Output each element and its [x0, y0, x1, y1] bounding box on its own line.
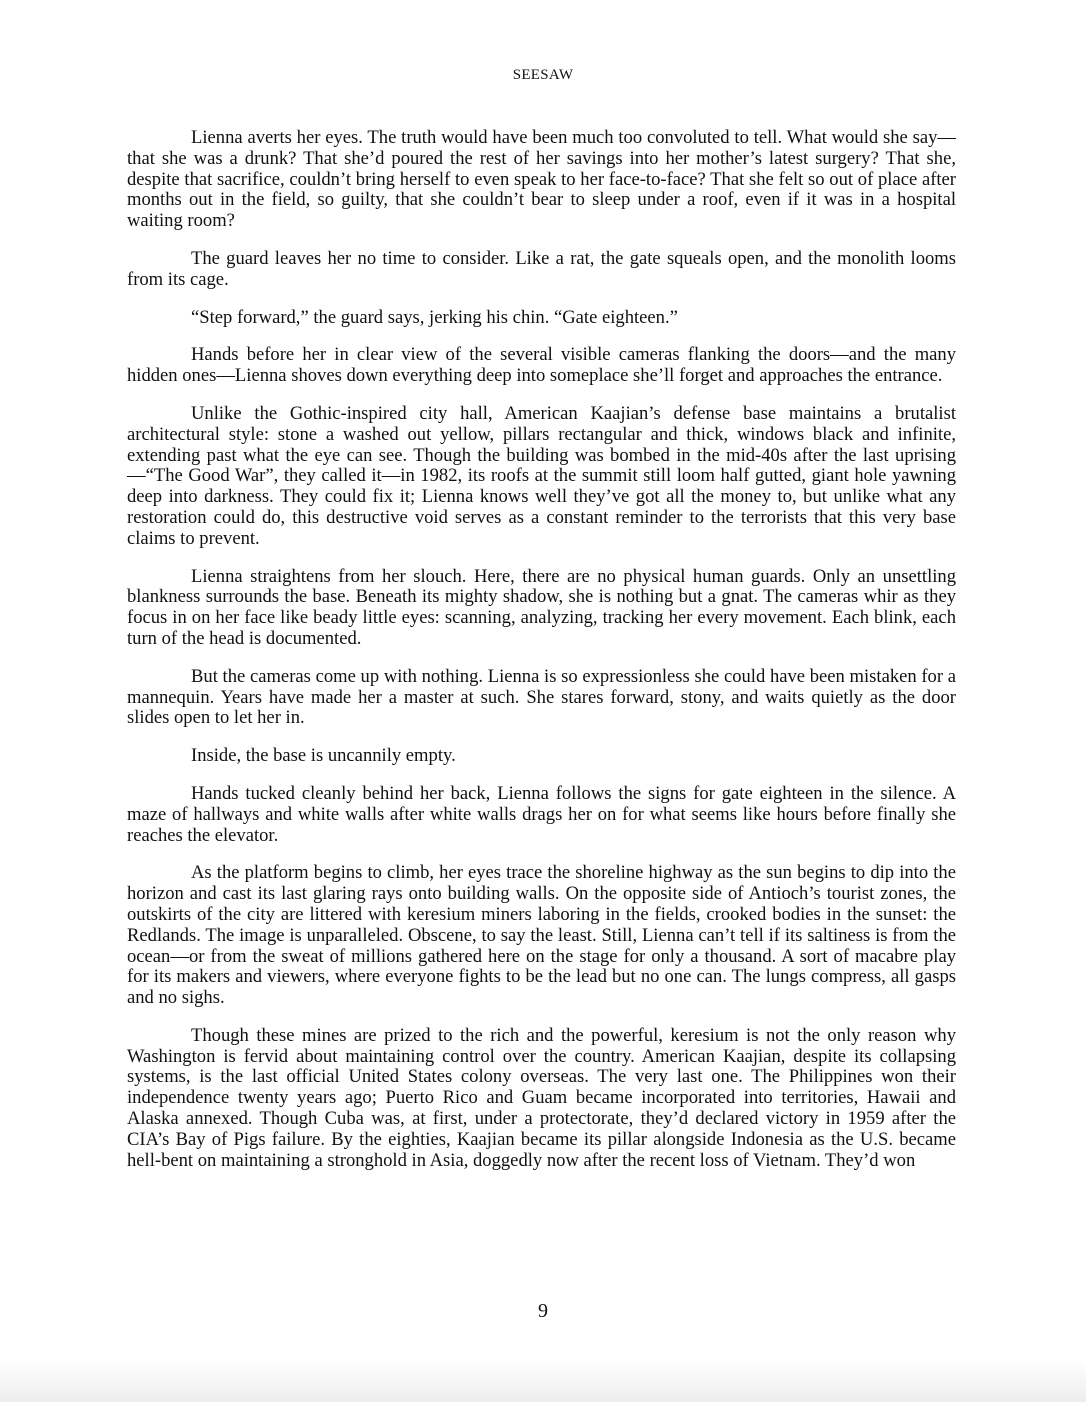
paragraph: The guard leaves her no time to consider. Like a rat, the gate squeals open, and the monolith looms from its cage.: [127, 247, 956, 290]
paragraph: Unlike the Gothic-inspired city hall, American Kaajian’s defense base maintains a brutalist architectural style: stone a washed out yellow, pillars rectangular and thick, windows black and infinite, extending past what the eye can see. Though the building was bombed in the mid-40s after the last uprising—“The Good War”, they called it—in 1982, its roofs at the summit still loom half gutted, giant hole yawning deep into darkness. They could fix it; Lienna knows well they’ve got all the money to, but unlike what any restoration could do, this destructive void serves as a constant reminder to the terrorists that this very base claims to prevent.: [127, 402, 956, 549]
body-text: [127, 128, 956, 1188]
paragraph: As the platform begins to climb, her eyes trace the shoreline highway as the sun begins to dip into the horizon and cast its last glaring rays onto building walls. On the opposite side of Antioch’s tourist zones, the outskirts of the city are littered with keresium miners laboring in the fields, crooked bodies in the sunset: the Redlands. The image is unparalleled. Obscene, to say the least. Still, Lienna can’t tell if its saltiness is from the ocean—or from the sweat of millions gathered here on the stage for only a thousand. A sort of macabre play for its makers and viewers, where everyone fights to be the lead but no one can. The lungs compress, all gasps and no sighs.: [127, 862, 956, 1009]
paragraph: Hands before her in clear view of the several visible cameras flanking the doors—and the many hidden ones—Lienna shoves down everything deep into someplace she’ll forget and approaches the entrance.: [127, 344, 956, 387]
paragraph: Inside, the base is uncannily empty.: [191, 745, 456, 767]
running-header: SEESAW: [512, 67, 574, 83]
paragraph: But the cameras come up with nothing. Lienna is so expressionless she could have been mistaken for a mannequin. Years have made her a master at such. She stares forward, stony, and waits quietly as the door slides open to let her in.: [127, 665, 956, 729]
page-bottom-shadow: [0, 1360, 1086, 1402]
paragraph: Though these mines are prized to the rich and the powerful, keresium is not the only reason why Washington is fervid about maintaining control over the country. American Kaajian, despite its collapsing systems, is the last official United States colony overseas. The very last one. The Philippines won their independence twenty years ago; Puerto Rico and Guam became incorporated into territories, Hawaii and Alaska annexed. Though Cuba was, at first, under a protectorate, they’d declared victory in 1959 after the CIA’s Bay of Pigs failure. By the eighties, Kaajian became its pillar alongside Indonesia as the U.S. became hell-bent on maintaining a stronghold in Asia, doggedly now after the recent loss of Vietnam. They’d won: [127, 1024, 956, 1171]
page-number: 9: [538, 1300, 548, 1322]
paragraph: Hands tucked cleanly behind her back, Lienna follows the signs for gate eighteen in the silence. A maze of hallways and white walls after white walls drags her on for what seems like hours before finally she reaches the elevator.: [127, 782, 956, 846]
paragraph: “Step forward,” the guard says, jerking his chin. “Gate eighteen.”: [191, 306, 678, 328]
paragraph: Lienna straightens from her slouch. Here, there are no physical human guards. Only an unsettling blankness surrounds the base. Beneath its mighty shadow, she is nothing but a gnat. The cameras whir as they focus in on her face like beady little eyes: scanning, analyzing, tracking her every movement. Each blink, each turn of the head is documented.: [127, 565, 956, 649]
paragraph: Lienna averts her eyes. The truth would have been much too convoluted to tell. What would she say—that she was a drunk? That she’d poured the rest of her savings into her mother’s latest surgery? That she, despite that sacrifice, couldn’t bring herself to even speak to her face-to-face? That she felt so out of place after months out in the field, so guilty, that she couldn’t bear to sleep under a roof, even if it was in a hospital waiting room?: [127, 127, 956, 232]
